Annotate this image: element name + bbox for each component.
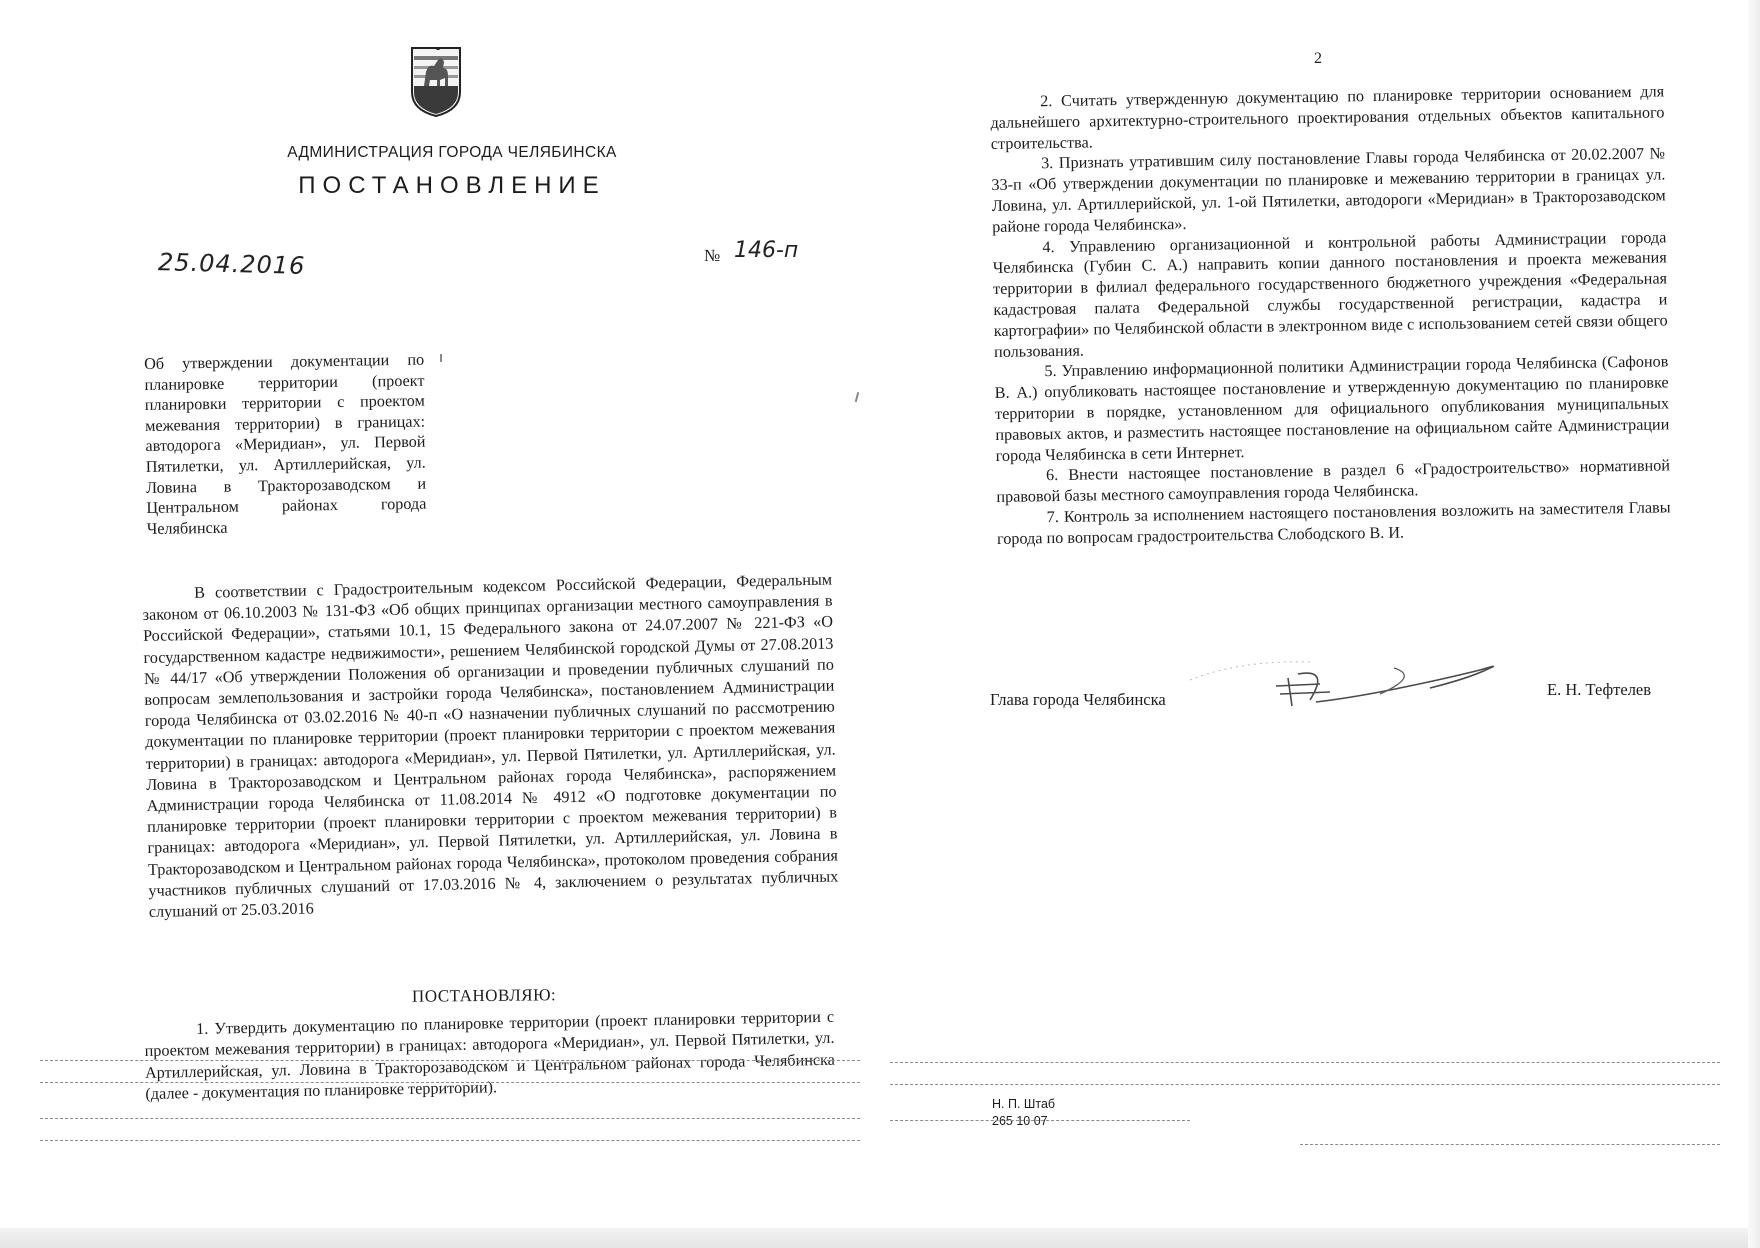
- scan-line: [890, 1084, 1720, 1085]
- executor-phone: 265 10 07: [992, 1114, 1048, 1128]
- number-label: №: [704, 246, 721, 265]
- resolution-item-1-text: 1. Утвердить документацию по планировке территории (проект планировки территории с проектом межевания территории) в границах: автодорога «Меридиан», ул. Первой Пятилетки, ул. Артиллерийская, ул. Ловина в Тракторозаводском и Центральном районах города Челябинска (далее - документация по планировке территории).: [144, 1007, 836, 1104]
- resolution-item-1: [144, 1007, 836, 1106]
- preamble-text: В соответствии с Градостроительным кодексом Российской Федерации, Федеральным законом от 06.10.2003 № 131-ФЗ «Об общих принципах организации местного самоуправления в Российской Федерации», статьями 10.1, 15 Федерального закона от 24.07.2007 № 221-ФЗ «О государственном кадастре недвижимости», решением Челябинской городской Думы от 27.08.2013 № 44/17 «Об утверждении Положения об организации и проведении публичных слушаний по вопросам землепользования и застройки города Челябинска», постановлением Администрации города Челябинска от 03.02.2016 № 40-п «О назначении публичных слушаний по рассмотрению документации по планировке территории (проект планировки территории с проектом межевания территории) в границах: автодорога «Меридиан», ул. Первой Пятилетки, ул. Артиллерийская, ул. Ловина в Тракторозаводском и Центральном районах города Челябинска», распоряжением Администрации города Челябинска от 11.08.2014 № 4912 «О подготовке документации по планировке территории (проект планировки территории с проектом межевания территории) в границах: автодорога «Меридиан», ул. Первой Пятилетки, ул. Артиллерийская, ул. Ловина в Тракторозаводском и Центральном районах города Челябинска», протоколом проведения собрания участников публичных слушаний от 17.03.2016 № 4, заключением о результатах публичных слушаний от 25.03.2016: [142, 570, 839, 921]
- signatory-name: Е. Н. Тефтелев: [1547, 680, 1652, 699]
- scan-line: [40, 1082, 860, 1083]
- resolution-item-3: 3. Признать утратившим силу постановление Главы города Челябинска от 20.02.2007 № 33-п «Об утверждении документации по планировке и межеванию территории в границах ул. Ловина, ул. Артиллерийской, ул. 1-ой Пятилетки, автодороги «Меридиан» в Тракторозаводском районе города Челябинска».: [991, 144, 1666, 236]
- scan-edge: [0, 1228, 1760, 1248]
- city-coat-of-arms-icon: [410, 46, 462, 118]
- handwritten-number: 146-п: [734, 238, 799, 263]
- document-type: ПОСТАНОВЛЕНИЕ: [298, 172, 606, 199]
- scan-line: [890, 1062, 1720, 1063]
- signatory-role: Глава города Челябинска: [990, 690, 1166, 709]
- page-1: [0, 0, 880, 1228]
- resolution-items: [990, 81, 1671, 549]
- page-2: [880, 0, 1748, 1228]
- scan-line: [40, 1060, 860, 1061]
- scan-line: [40, 1140, 860, 1141]
- handwritten-date: 25.04.2016: [157, 248, 306, 280]
- margin-mark: [440, 354, 442, 362]
- resolution-item-7: 7. Контроль за исполнением настоящего постановления возложить на заместителя Главы города по вопросам градостроительства Слободского В. И.: [996, 498, 1671, 548]
- resolution-item-2: 2. Считать утвержденную документацию по планировке территории основанием для дальнейшего архитектурно-строительного проектирования отдельных объектов капитального строительства.: [990, 82, 1665, 153]
- executor-info: [992, 1096, 1055, 1130]
- scan-line: [890, 1120, 1190, 1121]
- executor-name: Н. П. Штаб: [992, 1097, 1056, 1111]
- scan-line: [1300, 1144, 1720, 1145]
- resolution-item-5: 5. Управлению информационной политики Администрации города Челябинска (Сафонов В. А.) опубликовать настоящее постановление и утвержденную документацию по планировке территории в порядке, установленном для официального опубликования муниципальных правовых актов, и разместить настоящее постановление на официальном сайте Администрации города Челябинска в сети Интернет.: [994, 352, 1670, 465]
- resolution-item-4: 4. Управлению организационной и контрольной работы Администрации города Челябинска (Губин С. А.) направить копии данного постановления и проекта межевания территории в филиал федерального государственного бюджетного учреждения «Федеральная кадастровая палата Федеральной службы государственной регистрации, кадастра и картографии» по Челябинской области в электронном виде с использованием сетей связи общего пользования.: [992, 227, 1668, 361]
- handwritten-signature: [1180, 640, 1560, 720]
- resolve-heading: ПОСТАНОВЛЯЮ:: [411, 985, 557, 1006]
- margin-mark: [855, 392, 859, 402]
- resolution-item-6: 6. Внести настоящее постановление в раздел 6 «Градостроительство» нормативной правовой базы местного самоуправления города Челябинска.: [996, 456, 1671, 507]
- preamble: [142, 570, 839, 924]
- page-number: 2: [1314, 50, 1322, 67]
- document-subject: Об утверждении документации по планировке территории (проект планировки территории с проектом межевания территории) в границах: автодорога «Меридиан», ул. Первой Пятилетки, ул. Артиллерийская, ул. Ловина в Тракторозаводском и Центральном районах города Челябинска: [144, 350, 427, 538]
- issuer-title: АДМИНИСТРАЦИЯ ГОРОДА ЧЕЛЯБИНСКА: [287, 144, 617, 161]
- scan-line: [40, 1118, 860, 1119]
- scan-edge-right: [1748, 0, 1760, 1248]
